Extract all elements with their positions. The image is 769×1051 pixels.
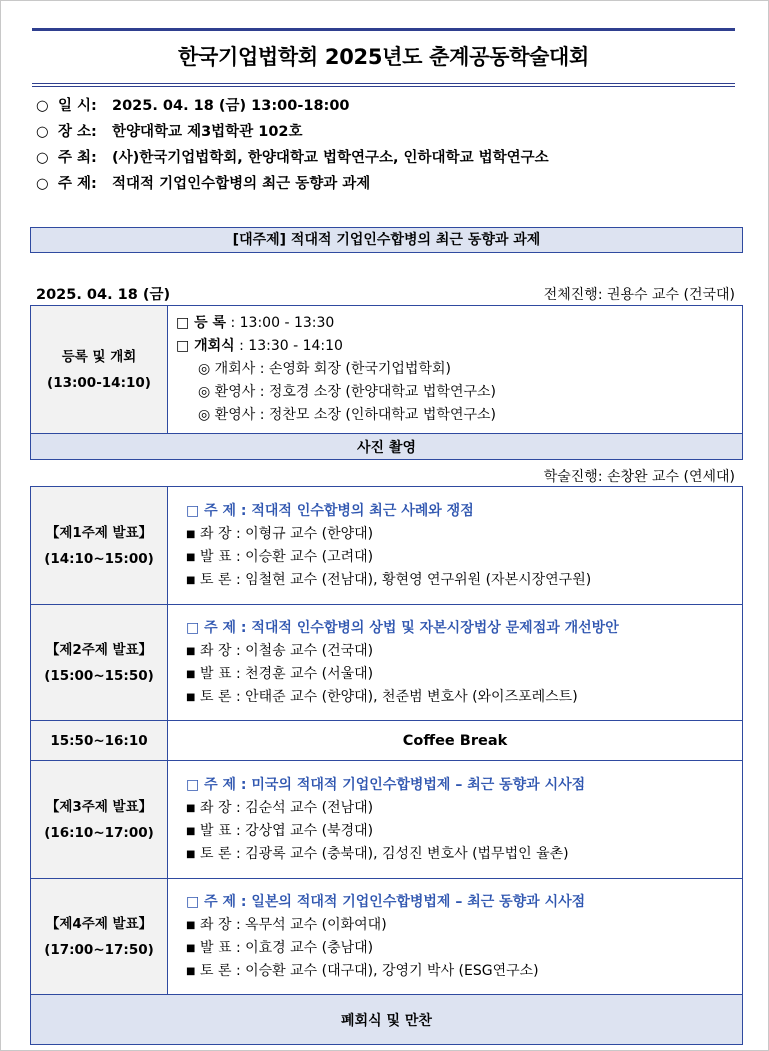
page-title: 한국기업법학회 2025년도 춘계공동학술대회 [177,45,590,69]
main-theme-banner: [대주제] 적대적 기업인수합병의 최근 동향과 과제 [30,227,743,253]
circle-icon: ○ [36,98,49,114]
registration-label: □ 등 록 [176,315,227,331]
academic-moderator: 학술진행: 손창완 교수 (연세대) [543,469,735,485]
coffee-break: Coffee Break [168,721,743,761]
opening-ceremony-label: □ 개회식 [176,338,235,354]
session-topic: □ 주 제 : 적대적 인수합병의 최근 사례와 쟁점 [186,502,474,519]
session-topic: □ 주 제 : 적대적 인수합병의 상법 및 자본시장법상 문제점과 개선방안 [186,619,619,636]
circle-icon: ○ [36,124,49,140]
info-host: ○ 주 최: (사)한국기업법학회, 한양대학교 법학연구소, 인하대학교 법학연구소 [36,147,549,173]
program-date: 2025. 04. 18 (금) [36,287,171,303]
event-info [36,95,549,199]
session-topic: □ 주 제 : 미국의 적대적 기업인수합병법제 – 최근 동향과 시사점 [186,776,586,793]
photo-session: 사진 촬영 [31,434,743,460]
info-date: ○ 일 시: 2025. 04. 18 (금) 13:00-18:00 [36,95,549,121]
square-bullet-icon: ■ [186,825,196,837]
info-theme: ○ 주 제: 적대적 기업인수합병의 최근 동향과 과제 [36,173,549,199]
square-bullet-icon: ■ [186,802,196,814]
opening-speech: ◎ 개회사 : 손영화 회장 (한국기업법학회) [198,361,451,377]
session-topic: □ 주 제 : 일본의 적대적 기업인수합병법제 – 최근 동향과 시사점 [186,893,586,910]
opening-table [30,305,743,460]
square-bullet-icon: ■ [186,668,196,680]
session-row: 【제3주제 발표】 (16:10~17:00) □ 주 제 : 미국의 적대적 기업인수합병법제 – 최근 동향과 시사점 ■ 좌 장 : 김순석 교수 (전남대) ■ 발 표 : 강상엽 교수 (북경대) ■ 토 론 : 김광록 교수 (충북대), 김성진 변호사 (법무법인 율촌) [31,761,743,879]
session-row: 【제2주제 발표】 (15:00~15:50) □ 주 제 : 적대적 인수합병의 상법 및 자본시장법상 문제점과 개선방안 ■ 좌 장 : 이철송 교수 (건국대) ■ 발 표 : 천경훈 교수 (서울대) ■ 토 론 : 안태준 교수 (한양대), 천준범 변호사 (와이즈포레스트) [31,605,743,721]
closing-ceremony: 폐회식 및 만찬 [31,995,743,1045]
square-bullet-icon: ■ [186,574,196,586]
welcome-speech-1: ◎ 환영사 : 정호경 소장 (한양대학교 법학연구소) [198,384,496,400]
square-bullet-icon: ■ [186,848,196,860]
title-block [32,28,735,84]
overall-moderator: 전체진행: 권용수 교수 (건국대) [543,287,735,303]
opening-content: □ 등 록 : 13:00 - 13:30 □ 개회식 : 13:30 - 14:10 ◎ 개회사 : 손영화 회장 (한국기업법학회) ◎ 환영사 : 정호경 소장 (한양대학교 법학연구소) ◎ 환영사 : 정찬모 소장 (인하대학교 법학연구소) [168,306,743,434]
break-time: 15:50~16:10 [31,721,168,761]
square-bullet-icon: ■ [186,919,196,931]
square-bullet-icon: ■ [186,691,196,703]
session-row: 【제4주제 발표】 (17:00~17:50) □ 주 제 : 일본의 적대적 기업인수합병법제 – 최근 동향과 시사점 ■ 좌 장 : 옥무석 교수 (이화여대) ■ 발 표 : 이효경 교수 (충남대) ■ 토 론 : 이승환 교수 (대구대), 강영기 박사 (ESG연구소) [31,879,743,995]
square-bullet-icon: ■ [186,965,196,977]
square-bullet-icon: ■ [186,942,196,954]
circle-icon: ○ [36,150,49,166]
square-bullet-icon: ■ [186,551,196,563]
coffee-break-row [31,721,743,761]
info-place: ○ 장 소: 한양대학교 제3법학관 102호 [36,121,549,147]
closing-row [31,995,743,1045]
square-bullet-icon: ■ [186,528,196,540]
circle-icon: ○ [36,176,49,192]
welcome-speech-2: ◎ 환영사 : 정찬모 소장 (인하대학교 법학연구소) [198,407,496,423]
session-row: 【제1주제 발표】 (14:10~15:00) □ 주 제 : 적대적 인수합병의 최근 사례와 쟁점 ■ 좌 장 : 이형규 교수 (한양대) ■ 발 표 : 이승환 교수 (고려대) ■ 토 론 : 임철현 교수 (전남대), 황현영 연구위원 (자본시장연구원) [31,487,743,605]
square-bullet-icon: ■ [186,645,196,657]
opening-side: 등록 및 개회 (13:00-14:10) [31,306,168,434]
sessions-table [30,486,743,1045]
